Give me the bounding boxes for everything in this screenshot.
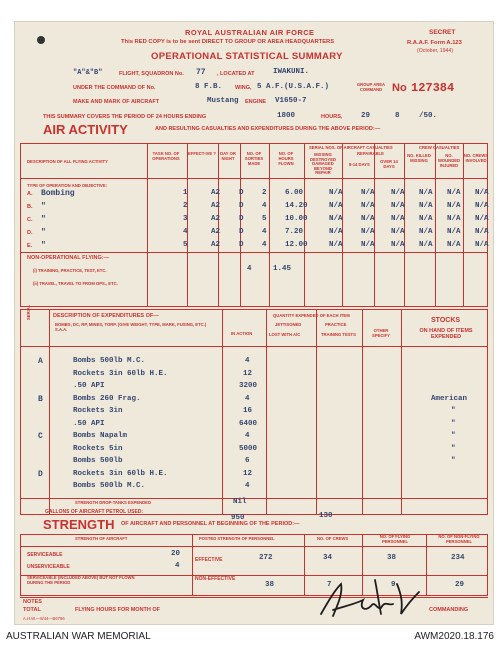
form-date: (October, 1944) — [417, 48, 454, 54]
activity-cell-c4: N/A — [419, 189, 433, 197]
not-flown-label: SERVICEABLE (INCLUDED ABOVE) BUT NOT FLOWN DURING THE PERIOD — [27, 575, 135, 585]
activity-row-type: " — [41, 215, 46, 224]
activity-cell-hours: 6.00 — [285, 189, 304, 197]
col-lost: LOST WITH A/C — [269, 332, 301, 337]
activity-cell-c2: N/A — [361, 215, 375, 223]
col-exp-desc: DESCRIPTION OF EXPENDITURES OF— — [53, 313, 159, 319]
activity-cell-c5: N/A — [447, 189, 461, 197]
expenditure-stock: " — [451, 457, 456, 465]
col-practice: PRACTICE — [325, 322, 347, 327]
activity-cell-effect: A2 — [211, 202, 221, 210]
expenditure-serial: D — [38, 469, 43, 479]
activity-cell-c1: N/A — [329, 215, 343, 223]
total-label: TOTAL — [23, 607, 41, 613]
engine-value: V1650-7 — [275, 97, 307, 105]
col-in-action: IN ACTION — [231, 331, 253, 336]
activity-cell-c1: N/A — [329, 228, 343, 236]
col-sorties: NO. OF SORTIES MADE — [244, 151, 264, 166]
activity-cell-effect: A2 — [211, 228, 221, 236]
non-effective-flying: 9 — [391, 581, 396, 589]
effective-label: EFFECTIVE — [195, 557, 223, 563]
activity-cell-task: 1 — [183, 189, 188, 197]
activity-cell-hours: 10.00 — [285, 215, 308, 223]
col-posted-strength: POSTED STRENGTH OF PERSONNEL — [199, 536, 275, 541]
activity-cell-day: D — [239, 241, 244, 249]
effective-nonflying: 234 — [451, 554, 465, 562]
expenditure-desc: Bombs 260 Frag. — [73, 394, 141, 403]
activity-cell-effect: A2 — [211, 241, 221, 249]
activity-cell-day: D — [239, 215, 244, 223]
col-task: TASK NO. OF OPERATIONS — [152, 151, 180, 161]
activity-cell-day: D — [239, 202, 244, 210]
activity-cell-effect: A2 — [211, 215, 221, 223]
col-wounded: NO. WOUNDED INJURED — [437, 153, 461, 168]
activity-row-letter: E. — [27, 243, 33, 249]
col-day-night: DAY OR NIGHT — [220, 151, 236, 161]
col-killed: NO. KILLED MISSING — [407, 153, 431, 163]
located-label: , LOCATED AT — [217, 71, 255, 77]
activity-cell-c3: N/A — [391, 215, 405, 223]
effective-crews: 34 — [323, 554, 333, 562]
training-sorties: 4 — [247, 265, 252, 273]
activity-cell-c3: N/A — [391, 202, 405, 210]
activity-cell-c6: N/A — [475, 241, 489, 249]
activity-cell-c6: N/A — [475, 228, 489, 236]
col-8-14: 8-14 DAYS — [349, 162, 370, 167]
col-quantity-header: QUANTITY EXPENDED OF EACH ITEM — [273, 313, 350, 318]
make-label: MAKE AND MARK OF AIRCRAFT — [73, 99, 160, 105]
activity-row-type: " — [41, 228, 46, 237]
expenditure-stock: " — [451, 432, 456, 440]
activity-cell-sorties: 4 — [262, 228, 267, 236]
non-effective-label: NON-EFFECTIVE — [195, 576, 236, 582]
activity-cell-sorties: 4 — [262, 202, 267, 210]
col-serial-header: SERIAL NOS. OF AIRCRAFT CASUALTIES — [309, 145, 393, 150]
no-label: No — [392, 82, 407, 94]
red-copy-note: This RED COPY is to be sent DIRECT TO GROUP OR AREA HEADQUARTERS — [121, 39, 335, 45]
flight-value: "A"&"B" — [73, 69, 103, 77]
activity-cell-c2: N/A — [361, 228, 375, 236]
activity-row-letter: B. — [27, 204, 33, 210]
expenditure-desc: Bombs Napalm — [73, 432, 128, 440]
activity-cell-sorties: 5 — [262, 215, 267, 223]
wing-label: WING, — [235, 85, 252, 91]
wing-value: 5 A.F.(U.S.A.F.) — [257, 83, 330, 91]
summary-number: 127384 — [411, 81, 455, 95]
expenditure-desc: Rockets 5in — [73, 444, 123, 453]
activity-cell-c3: N/A — [391, 228, 405, 236]
expenditure-action: 3200 — [239, 382, 258, 390]
activity-cell-c5: N/A — [447, 215, 461, 223]
serviceable-label: SERVICEABLE — [27, 552, 63, 558]
activity-cell-c4: N/A — [419, 241, 433, 249]
activity-cell-hours: 12.00 — [285, 241, 308, 249]
activity-cell-c6: N/A — [475, 215, 489, 223]
activity-cell-c5: N/A — [447, 202, 461, 210]
notes-label: NOTES — [23, 599, 42, 605]
col-other: OTHER SPECIFY — [372, 328, 390, 338]
effective-personnel: 272 — [259, 554, 273, 562]
type-of-operation-label: TYPE OF OPERATION AND OBJECTIVE: — [27, 183, 108, 188]
activity-cell-c1: N/A — [329, 241, 343, 249]
squadron-value: 77 — [196, 68, 206, 77]
expenditure-desc: Rockets 3in — [73, 407, 123, 415]
commanding-label: COMMANDING — [429, 607, 469, 613]
engine-label: ENGINE — [245, 99, 267, 105]
activity-cell-c6: N/A — [475, 202, 489, 210]
activity-row-letter: C. — [27, 217, 33, 223]
serviceable-value: 20 — [171, 550, 181, 558]
expenditure-desc: Rockets 3in 60lb H.E. — [73, 369, 168, 378]
travel-label: (ii) TRAVEL, TRAVEL TO FROM OPS., ETC. — [33, 281, 118, 286]
expenditure-desc: Bombs 500lb M.C. — [73, 357, 146, 365]
air-activity-subtitle: AND RESULTING CASUALTIES AND EXPENDITURES DURING THE ABOVE PERIOD:— — [155, 126, 381, 132]
expenditure-stock: " — [451, 407, 456, 415]
activity-cell-c4: N/A — [419, 215, 433, 223]
col-repairable: REPAIRABLE — [357, 151, 384, 156]
activity-cell-c4: N/A — [419, 202, 433, 210]
archive-footer-left: AUSTRALIAN WAR MEMORIAL — [6, 631, 151, 642]
non-effective-personnel: 38 — [265, 581, 275, 589]
activity-row-letter: D. — [27, 230, 33, 236]
non-effective-crews: 7 — [327, 581, 332, 589]
force-title: ROYAL AUSTRALIAN AIR FORCE — [185, 28, 315, 37]
expenditure-action: 4 — [245, 394, 250, 403]
print-code: A.H.W.—8/44—B6796 — [23, 616, 65, 621]
expenditure-desc: Bombs 500lb M.C. — [73, 482, 146, 490]
form-title: OPERATIONAL STATISTICAL SUMMARY — [151, 51, 343, 62]
expenditure-stock: " — [451, 444, 456, 453]
make-value: Mustang — [207, 97, 239, 105]
date-year: /50. — [419, 112, 438, 120]
non-effective-nonflying: 29 — [455, 581, 465, 589]
strength-title: STRENGTH — [43, 517, 115, 532]
flight-label: FLIGHT, SQUADRON No. — [119, 71, 184, 77]
located-value: IWAKUNI. — [273, 68, 310, 76]
command-label: UNDER THE COMMAND OF No. — [73, 85, 156, 91]
expenditure-stock: " — [451, 419, 456, 428]
drop-value: Nil — [233, 498, 247, 506]
activity-cell-task: 2 — [183, 202, 188, 210]
activity-cell-c5: N/A — [447, 228, 461, 236]
col-over-14: OVER 14 DAYS — [380, 159, 398, 169]
activity-row-type: " — [41, 241, 46, 250]
expenditure-serial: C — [38, 432, 43, 441]
training-label: (i) TRAINING, PRACTICE, TEST, ETC. — [33, 268, 107, 273]
col-desc-activity: DESCRIPTION OF ALL FLYING ACTIVITY — [27, 159, 108, 164]
expenditure-action: 6400 — [239, 419, 258, 428]
hours-label: HOURS, — [321, 114, 343, 120]
col-effective: EFFECT-IVE ? — [188, 151, 216, 156]
air-activity-title: AIR ACTIVITY — [43, 122, 128, 137]
col-crew-header: CREW CASUALTIES — [419, 145, 460, 150]
commander-signature — [315, 570, 425, 622]
activity-cell-day: D — [239, 228, 244, 236]
activity-cell-c5: N/A — [447, 241, 461, 249]
activity-cell-c1: N/A — [329, 189, 343, 197]
activity-cell-sorties: 2 — [262, 189, 267, 197]
stocks-header: STOCKS — [431, 317, 461, 324]
col-jettisoned: JETTISONED — [275, 322, 302, 327]
col-hours: NO. OF HOURS FLOWN — [278, 151, 294, 166]
col-no-crews: NO. OF CREWS — [317, 536, 349, 541]
expenditure-action: 4 — [245, 482, 250, 490]
expenditure-action: 12 — [243, 469, 253, 478]
expenditure-desc: .50 API — [73, 419, 105, 428]
col-strength-aircraft: STRENGTH OF AIRCRAFT — [75, 536, 128, 541]
expenditure-action: 4 — [245, 357, 250, 365]
col-missing: MISSING DESTROYED DAMAGED BEYOND REPAIR — [309, 152, 337, 176]
activity-cell-c3: N/A — [391, 189, 405, 197]
activity-cell-task: 5 — [183, 241, 188, 249]
unserviceable-value: 4 — [175, 562, 180, 570]
col-training: TRAINING TESTS — [321, 332, 356, 337]
col-exp-desc-sub: BOMBS, DC, RP, MINES, TORP. (GIVE WEIGHT, TYPE, MARK, FUSING, ETC.) S.A.A. — [55, 322, 207, 332]
activity-cell-c4: N/A — [419, 228, 433, 236]
gallons-label: GALLONS OF AIRCRAFT PETROL USED: — [45, 509, 144, 515]
activity-cell-sorties: 4 — [262, 241, 267, 249]
gallons-value-2: 130 — [319, 512, 333, 520]
punch-mark — [37, 36, 45, 44]
activity-row-type: Bombing — [41, 189, 75, 198]
unserviceable-label: UNSERVICEABLE — [27, 564, 70, 570]
activity-cell-c2: N/A — [361, 241, 375, 249]
archive-footer-right: AWM2020.18.176 — [414, 631, 494, 642]
col-exp-serial: SERIAL — [26, 304, 31, 320]
expenditure-desc: .50 API — [73, 382, 105, 390]
form-paper — [15, 22, 493, 624]
expenditure-action: 16 — [243, 407, 253, 415]
activity-cell-hours: 7.20 — [285, 228, 304, 236]
training-hours: 1.45 — [273, 265, 292, 273]
expenditure-desc: Bombs 500lb — [73, 457, 123, 465]
expenditure-serial: B — [38, 394, 43, 404]
activity-row-type: " — [41, 202, 46, 211]
expenditure-desc: Rockets 3in 60lb H.E. — [73, 469, 168, 478]
strength-subtitle: OF AIRCRAFT AND PERSONNEL AT BEGINNING OF THE PERIOD:— — [121, 521, 300, 527]
activity-cell-c6: N/A — [475, 189, 489, 197]
expenditure-stock: American — [431, 394, 468, 403]
activity-cell-c2: N/A — [361, 189, 375, 197]
secret-label: SECRET — [429, 29, 456, 36]
activity-cell-hours: 14.20 — [285, 202, 308, 210]
expenditure-action: 4 — [245, 432, 250, 440]
stocks-sub: ON HAND OF ITEMS EXPENDED — [419, 328, 473, 340]
hours-value: 1800 — [277, 112, 296, 120]
expenditure-action: 12 — [243, 369, 253, 378]
date-month: 8 — [395, 112, 400, 120]
activity-cell-c1: N/A — [329, 202, 343, 210]
expenditure-action: 6 — [245, 457, 250, 465]
date-day: 29 — [361, 112, 371, 120]
activity-cell-day: D — [239, 189, 244, 197]
effective-flying: 38 — [387, 554, 397, 562]
expenditure-serial: A — [38, 357, 43, 366]
command-value: 8 F.B. — [195, 83, 223, 91]
covers-label: THIS SUMMARY COVERS THE PERIOD OF 24 HOURS ENDING — [43, 114, 207, 120]
expenditure-action: 5000 — [239, 444, 258, 453]
group-area-label: GROUP AREA COMMAND — [356, 82, 386, 92]
activity-cell-task: 3 — [183, 215, 188, 223]
form-number: R.A.A.F. Form A.123 — [407, 40, 462, 46]
strength-drop-label: STRENGTH DROP-TANKS EXPENDED — [75, 500, 152, 505]
activity-cell-effect: A2 — [211, 189, 221, 197]
col-flying-personnel: NO. OF FLYING PERSONNEL — [379, 534, 411, 544]
activity-cell-task: 4 — [183, 228, 188, 236]
gallons-value: 950 — [231, 514, 245, 522]
activity-cell-c2: N/A — [361, 202, 375, 210]
flying-hours-label: FLYING HOURS FOR MONTH OF — [75, 607, 161, 613]
activity-row-letter: A. — [27, 191, 33, 197]
non-op-label: NON-OPERATIONAL FLYING:— — [27, 255, 110, 261]
activity-cell-c3: N/A — [391, 241, 405, 249]
col-crews: NO. CREWS INVOLVED — [463, 153, 489, 163]
col-nonflying-personnel: NO. OF NON-FLYING PERSONNEL — [438, 534, 480, 544]
